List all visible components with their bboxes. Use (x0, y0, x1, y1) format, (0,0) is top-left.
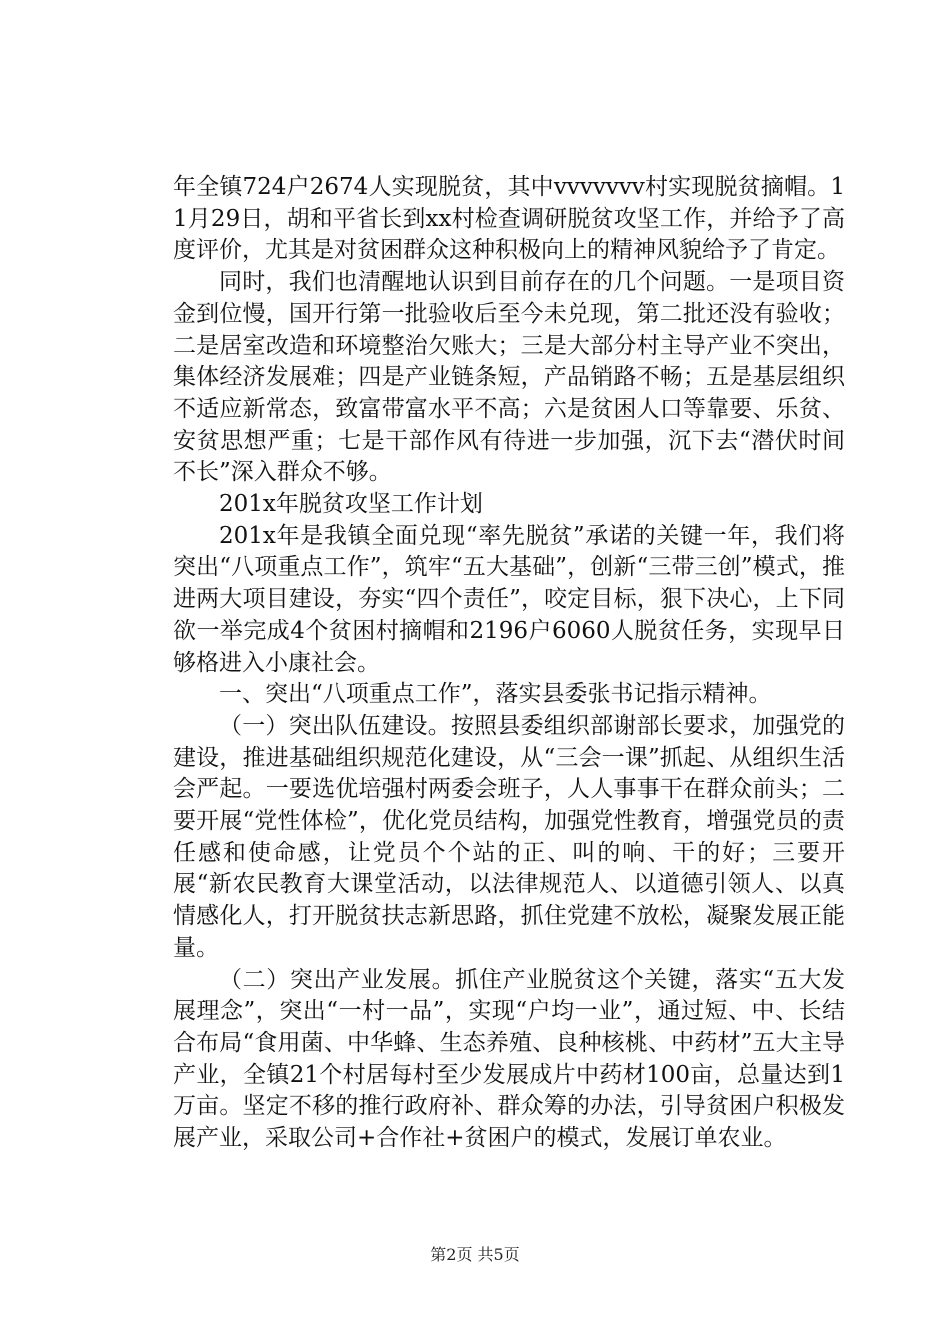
paragraph-existing-problems: 同时，我们也清醒地认识到目前存在的几个问题。一是项目资金到位慢，国开行第一批验收后至今未兑现，第二批还没有验收；二是居室改造和环境整治欠账大；三是大部分村主导产业不突出，集体经济发展难；四是产业链条短，产品销路不畅；五是基层组织不适应新常态，致富带富水平不高；六是贫困人口等靠要、乐贫、安贫思想严重；七是干部作风有待进一步加强，沉下去“潜伏时间不长”深入群众不够。 (173, 269, 845, 486)
document-body (173, 172, 845, 1155)
paragraph-industry-development: （二）突出产业发展。抓住产业脱贫这个关键，落实“五大发展理念”，突出“一村一品”，实现“户均一业”，通过短、中、长结合布局“食用菌、中华蜂、生态养殖、良种核桃、中药材”五大主导产业，全镇21个村居每村至少发展成片中药材100亩，总量达到1万亩。坚定不移的推行政府补、群众筹的办法，引导贫困户积极发展产业，采取公司+合作社+贫困户的模式，发展订单农业。 (173, 966, 845, 1152)
paragraph-team-building: （一）突出队伍建设。按照县委组织部谢部长要求，加强党的建设，推进基础组织规范化建设，从“三会一课”抓起、从组织生活会严起。一要选优培强村两委会班子，人人事事干在群众前头；二要开展“党性体检”，优化党员结构，加强党性教育，增强党员的责任感和使命感，让党员个个站的正、叫的响、干的好；三要开展“新农民教育大课堂活动，以法律规范人、以道德引领人、以真情感化人，打开脱贫扶志新思路，抓住党建不放松，凝聚发展正能量。 (173, 712, 845, 961)
page-number-footer: 第2页 共5页 (430, 1245, 520, 1264)
section-heading-eight-key-tasks: 一、突出“八项重点工作”，落实县委张书记指示精神。 (219, 681, 772, 708)
paragraph-plan-overview: 201x年是我镇全面兑现“率先脱贫”承诺的关键一年，我们将突出“八项重点工作”，筑牢“五大基础”，创新“三带三创”模式，推进两大项目建设，夯实“四个责任”，咬定目标，狠下决心，上下同欲一举完成4个贫困村摘帽和2196户6060人脱贫任务，实现早日够格进入小康社会。 (173, 522, 845, 676)
section-heading-work-plan: 201x年脱贫攻坚工作计划 (219, 491, 483, 518)
paragraph-poverty-results: 年全镇724户2674人实现脱贫，其中vvvvvvv村实现脱贫摘帽。11月29日，胡和平省长到xx村检查调研脱贫攻坚工作，并给予了高度评价，尤其是对贫困群众这种积极向上的精神风貌给予了肯定。 (173, 174, 845, 264)
